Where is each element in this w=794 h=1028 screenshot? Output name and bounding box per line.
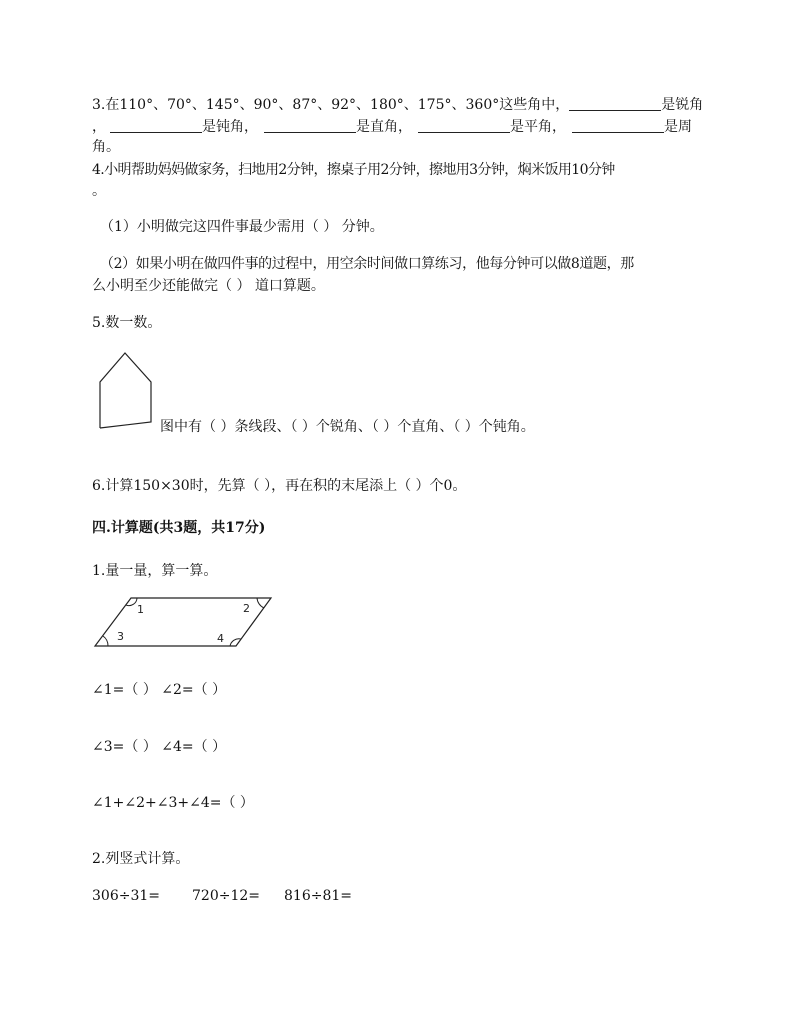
q6-text: 6.计算150×30时，先算（ ），再在积的末尾添上（ ）个0。: [92, 478, 467, 494]
calc2-problem-1: 306÷31=: [92, 888, 160, 904]
calc2-title: 2.列竖式计算。: [92, 851, 190, 867]
right-blank[interactable]: [264, 118, 356, 133]
full-label: 是周: [664, 119, 692, 135]
angle-label-4: 4: [217, 632, 224, 645]
q3-stem: 3.在110°、70°、145°、90°、87°、92°、180°、175°、360°这些角中，: [92, 97, 570, 113]
q3-line2-prefix: ，: [92, 119, 106, 135]
q5-text: 图中有（ ）条线段、（ ）个锐角、（ ）个直角、（ ）个钝角。: [160, 419, 535, 435]
angle3-arc: [103, 636, 108, 646]
q4-line1-tail: 。: [92, 183, 106, 199]
acute-label: 是锐角: [661, 97, 704, 113]
angle-label-2: 2: [243, 602, 250, 615]
straight-blank[interactable]: [418, 118, 510, 133]
q5-title: 5.数一数。: [92, 315, 162, 331]
angle2-arc: [257, 598, 264, 608]
acute-blank[interactable]: [569, 96, 661, 111]
q4-sub2-line2: 么小明至少还能做完（ ） 道口算题。: [92, 278, 325, 294]
obtuse-label: 是钝角，: [202, 119, 258, 135]
house-outline: [100, 353, 151, 428]
angle-label-3: 3: [117, 630, 124, 643]
q4-line1: 4.小明帮助妈妈做家务，扫地用2分钟，擦桌子用2分钟，擦地用3分钟，焖米饭用10分钟: [92, 162, 615, 178]
angle-label-1: 1: [137, 603, 144, 616]
full-blank[interactable]: [572, 118, 664, 133]
q3-line1: [92, 96, 703, 114]
calc2-problem-2: 720÷12=: [192, 888, 260, 904]
straight-label: 是平角，: [510, 119, 566, 135]
q4-sub2-line1: （2）如果小明在做四件事的过程中，用空余时间做口算练习，他每分钟可以做8道题，那: [100, 256, 634, 272]
section4-heading: 四.计算题(共3题，共17分): [92, 520, 266, 536]
parallelogram-figure: [93, 596, 278, 651]
q4-sub1: （1）小明做完这四件事最少需用（ ） 分钟。: [100, 219, 384, 235]
calc1-row2: ∠3=（ ） ∠4=（ ）: [92, 739, 227, 755]
calc1-row1: ∠1=（ ） ∠2=（ ）: [92, 682, 227, 698]
calc1-title: 1.量一量，算一算。: [92, 563, 218, 579]
q3-line3: 角。: [92, 139, 120, 155]
calc2-problem-3: 816÷81=: [284, 888, 352, 904]
house-pentagon-figure: [98, 352, 158, 432]
q3-line2: [92, 118, 692, 136]
right-label: 是直角，: [356, 119, 412, 135]
calc1-row3: ∠1+∠2+∠3+∠4=（ ）: [92, 795, 254, 811]
obtuse-blank[interactable]: [110, 118, 202, 133]
